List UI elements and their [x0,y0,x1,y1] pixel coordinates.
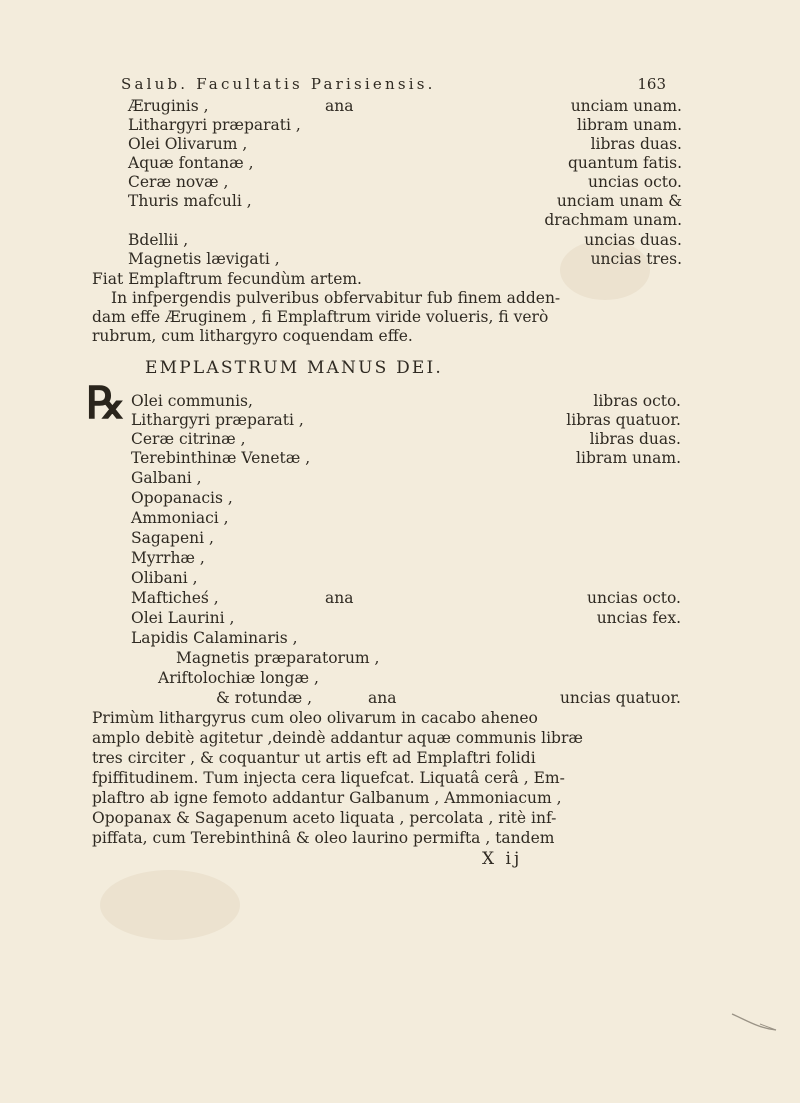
procedure-line: tres circiter , & coquantur ut artis eft ad Emplaftri folidi [92,749,536,767]
ana-marker: ana [368,689,397,707]
ingredient: Myrrhæ , [131,549,205,567]
ingredient: Ariftolochiæ longæ , [158,669,319,687]
ingredient: Lithargyri præparati , [131,411,304,429]
ingredient: Mafticheś , [131,589,219,607]
signature-mark: X ij [482,849,523,869]
procedure-line: Primùm lithargyrus cum oleo olivarum in cacabo aheneo [92,709,538,727]
ingredient: Magnetis lævigati , [128,250,280,268]
quantity: libras octo. [593,392,681,410]
ingredient: Olibani , [131,569,198,587]
ingredient: Aquæ fontanæ , [128,154,254,172]
ingredient: Bdellii , [128,231,189,249]
quantity: uncias tres. [590,250,682,268]
ingredient: Lithargyri præparati , [128,116,301,134]
page-number: 163 [637,75,666,93]
note-line: rubrum, cum lithargyro coquendam effe. [92,327,413,345]
ingredient: Opopanacis , [131,489,233,507]
ana-marker: ana [325,589,354,607]
quantity: uncias quatuor. [559,689,681,707]
procedure-line: plaftro ab igne femoto addantur Galbanum , Ammoniacum , [92,789,562,807]
paper-stain [100,870,240,940]
ingredient: Olei communis, [131,392,253,410]
ingredient: Lapidis Calaminaris , [131,629,298,647]
ingredient: Ceræ novæ , [128,173,229,191]
quantity: quantum fatis. [567,154,682,172]
procedure-line: Opopanax & Sagapenum aceto liquata , percolata , ritè inf- [92,809,557,827]
quantity: uncias octo. [587,589,681,607]
ingredient: Thuris mafculi , [128,192,252,210]
ingredient: Galbani , [131,469,202,487]
running-header [121,75,666,97]
procedure-line: amplo debitè agitetur ,deindè addantur aquæ communis libræ [92,729,583,747]
procedure-line: piffata, cum Terebinthinâ & oleo laurino permifta , tandem [92,829,555,847]
paper-stain [560,240,650,300]
ingredient: Magnetis præparatorum , [176,649,380,667]
note-line: dam effe Æruginem , fi Emplaftrum viride volueris, fi verò [92,308,549,326]
ingredient: Olei Olivarum , [128,135,248,153]
section-heading: EMPLASTRUM MANUS DEI. [145,358,444,378]
ingredient: Terebinthinæ Venetæ , [131,449,311,467]
quantity: unciam unam & [556,192,682,210]
quantity: drachmam unam. [544,211,682,229]
quantity: libras duas. [589,430,681,448]
ana-marker: ana [325,97,354,115]
instruction: Fiat Emplaftrum fecundùm artem. [92,270,362,288]
procedure-line: fpiffitudinem. Tum injecta cera liquefcat. Liquatâ cerâ , Em- [92,769,565,787]
note-line: In infpergendis pulveribus obfervabitur fub finem adden- [111,289,561,307]
quantity: libram unam. [576,449,681,467]
ingredient: Ammoniaci , [131,509,229,527]
quantity: uncias octo. [588,173,682,191]
page-curl-mark [730,1010,780,1034]
ingredient: Sagapeni , [131,529,214,547]
ingredient: Olei Laurini , [131,609,235,627]
recipe-symbol-glyph: ℞ [86,378,126,429]
quantity: libras duas. [590,135,682,153]
quantity: libras quatuor. [566,411,681,429]
quantity: libram unam. [577,116,682,134]
quantity: uncias duas. [584,231,682,249]
ingredient: Æruginis , [128,97,209,115]
quantity: unciam unam. [570,97,682,115]
recipe-symbol [86,378,126,434]
ingredient: & rotundæ , [216,689,313,707]
quantity: uncias fex. [596,609,681,627]
running-title: Salub. Facultatis Parisiensis. [121,75,436,93]
ingredient: Ceræ citrinæ , [131,430,246,448]
